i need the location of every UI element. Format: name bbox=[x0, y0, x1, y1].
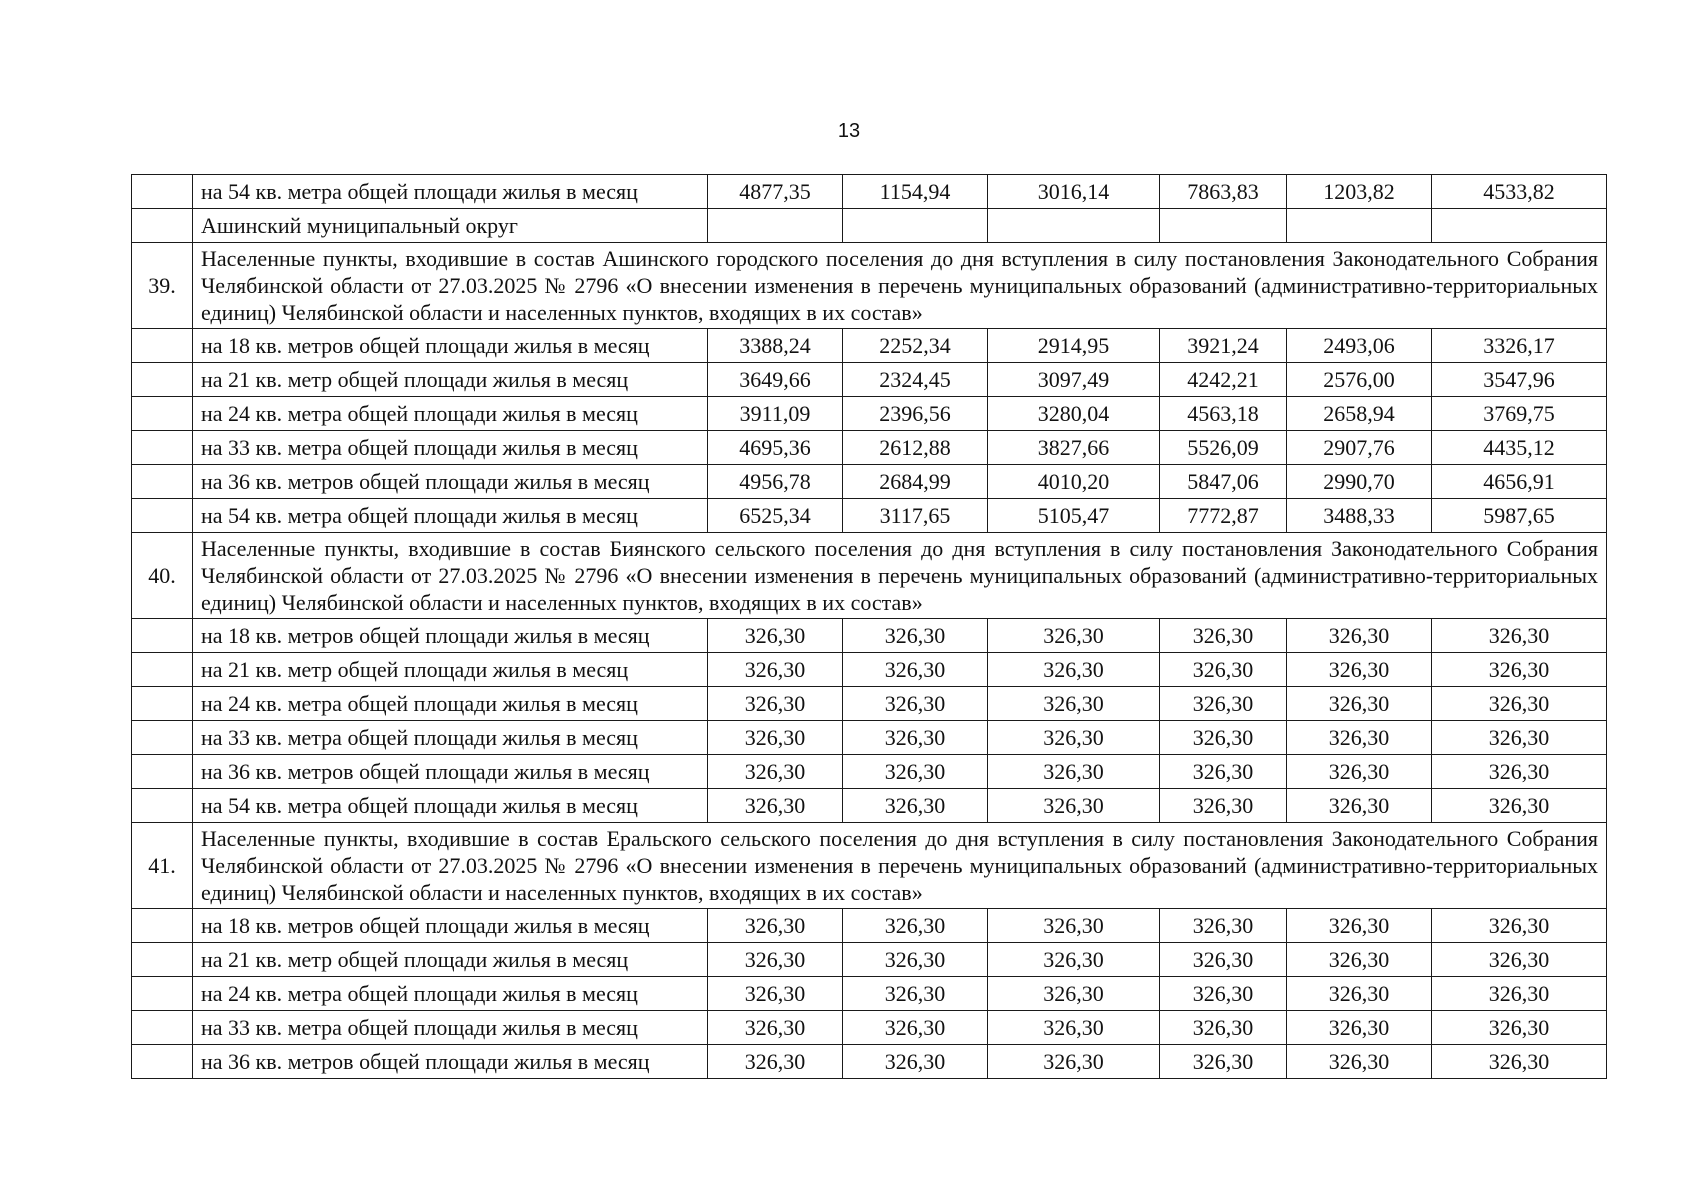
value-cell: 326,30 bbox=[1432, 1045, 1607, 1079]
value-cell: 326,30 bbox=[1160, 909, 1287, 943]
value-cell: 3921,24 bbox=[1160, 329, 1287, 363]
value-cell: 326,30 bbox=[843, 909, 988, 943]
section-index: 41. bbox=[132, 823, 193, 909]
value-cell: 326,30 bbox=[1432, 909, 1607, 943]
value-cell: 326,30 bbox=[1287, 721, 1432, 755]
section-index: 39. bbox=[132, 243, 193, 329]
value-cell: 3097,49 bbox=[988, 363, 1160, 397]
section-row bbox=[132, 533, 1607, 619]
value-cell: 326,30 bbox=[843, 977, 988, 1011]
page-number: 13 bbox=[837, 120, 861, 142]
value-cell: 326,30 bbox=[1160, 977, 1287, 1011]
value-cell: 326,30 bbox=[1287, 977, 1432, 1011]
value-cell: 326,30 bbox=[1287, 909, 1432, 943]
value-cell: 3117,65 bbox=[843, 499, 988, 533]
value-cell: 326,30 bbox=[708, 909, 843, 943]
table-row bbox=[132, 499, 1607, 533]
value-cell: 3649,66 bbox=[708, 363, 843, 397]
value-cell: 2576,00 bbox=[1287, 363, 1432, 397]
value-cell: 2684,99 bbox=[843, 465, 988, 499]
value-cell: 3488,33 bbox=[1287, 499, 1432, 533]
value-cell: 2324,45 bbox=[843, 363, 988, 397]
index-cell bbox=[132, 653, 193, 687]
index-cell bbox=[132, 943, 193, 977]
row-label: на 24 кв. метра общей площади жилья в месяц bbox=[193, 977, 708, 1011]
table-row bbox=[132, 789, 1607, 823]
value-cell: 326,30 bbox=[1160, 653, 1287, 687]
index-cell bbox=[132, 329, 193, 363]
value-cell: 326,30 bbox=[1160, 619, 1287, 653]
value-cell: 3911,09 bbox=[708, 397, 843, 431]
value-cell bbox=[988, 209, 1160, 243]
value-cell bbox=[1432, 209, 1607, 243]
value-cell: 326,30 bbox=[708, 653, 843, 687]
value-cell bbox=[708, 209, 843, 243]
value-cell: 326,30 bbox=[1432, 943, 1607, 977]
row-label: на 24 кв. метра общей площади жилья в месяц bbox=[193, 687, 708, 721]
value-cell: 326,30 bbox=[1160, 943, 1287, 977]
value-cell: 4563,18 bbox=[1160, 397, 1287, 431]
value-cell: 326,30 bbox=[988, 653, 1160, 687]
section-row bbox=[132, 823, 1607, 909]
row-label: на 18 кв. метров общей площади жилья в месяц bbox=[193, 909, 708, 943]
value-cell: 3326,17 bbox=[1432, 329, 1607, 363]
value-cell: 326,30 bbox=[708, 1011, 843, 1045]
index-cell bbox=[132, 465, 193, 499]
row-label: на 33 кв. метра общей площади жилья в месяц bbox=[193, 431, 708, 465]
value-cell: 3547,96 bbox=[1432, 363, 1607, 397]
value-cell: 326,30 bbox=[988, 721, 1160, 755]
value-cell: 326,30 bbox=[988, 1011, 1160, 1045]
value-cell: 2990,70 bbox=[1287, 465, 1432, 499]
value-cell: 326,30 bbox=[1432, 755, 1607, 789]
table-row bbox=[132, 1045, 1607, 1079]
value-cell: 2493,06 bbox=[1287, 329, 1432, 363]
value-cell: 4242,21 bbox=[1160, 363, 1287, 397]
value-cell: 4877,35 bbox=[708, 175, 843, 209]
table-row bbox=[132, 653, 1607, 687]
section-description: Населенные пункты, входившие в состав Ашинского городского поселения до дня вступления в силу постановления Законодательного Собрания Челябинской области от 27.03.2025 № 2796 «О внесении изменения в перечень муниципальных образований (административно-территориальных единиц) Челябинской области и населенных пунктов, входящих в их состав» bbox=[193, 243, 1607, 329]
value-cell: 1154,94 bbox=[843, 175, 988, 209]
value-cell: 7863,83 bbox=[1160, 175, 1287, 209]
index-cell bbox=[132, 363, 193, 397]
value-cell: 326,30 bbox=[988, 755, 1160, 789]
value-cell: 326,30 bbox=[708, 977, 843, 1011]
index-cell bbox=[132, 619, 193, 653]
district-heading: Ашинский муниципальный округ bbox=[193, 209, 708, 243]
index-cell bbox=[132, 1045, 193, 1079]
table-row bbox=[132, 329, 1607, 363]
value-cell: 326,30 bbox=[1432, 789, 1607, 823]
section-index: 40. bbox=[132, 533, 193, 619]
value-cell: 326,30 bbox=[1160, 1045, 1287, 1079]
index-cell bbox=[132, 431, 193, 465]
index-cell bbox=[132, 687, 193, 721]
value-cell: 326,30 bbox=[1160, 755, 1287, 789]
row-label: на 21 кв. метр общей площади жилья в месяц bbox=[193, 363, 708, 397]
value-cell: 326,30 bbox=[843, 1011, 988, 1045]
value-cell: 326,30 bbox=[708, 755, 843, 789]
value-cell: 326,30 bbox=[1287, 943, 1432, 977]
value-cell: 2252,34 bbox=[843, 329, 988, 363]
value-cell: 326,30 bbox=[1160, 687, 1287, 721]
value-cell: 326,30 bbox=[843, 653, 988, 687]
table-row bbox=[132, 363, 1607, 397]
value-cell: 2612,88 bbox=[843, 431, 988, 465]
value-cell: 326,30 bbox=[843, 721, 988, 755]
value-cell: 3388,24 bbox=[708, 329, 843, 363]
value-cell: 2907,76 bbox=[1287, 431, 1432, 465]
value-cell: 326,30 bbox=[1432, 687, 1607, 721]
index-cell bbox=[132, 499, 193, 533]
index-cell bbox=[132, 175, 193, 209]
section-description: Населенные пункты, входившие в состав Еральского сельского поселения до дня вступления в силу постановления Законодательного Собрания Челябинской области от 27.03.2025 № 2796 «О внесении изменения в перечень муниципальных образований (административно-территориальных единиц) Челябинской области и населенных пунктов, входящих в их состав» bbox=[193, 823, 1607, 909]
value-cell: 326,30 bbox=[843, 789, 988, 823]
value-cell: 326,30 bbox=[988, 1045, 1160, 1079]
value-cell: 326,30 bbox=[1287, 619, 1432, 653]
row-label: на 36 кв. метров общей площади жилья в месяц bbox=[193, 755, 708, 789]
value-cell: 326,30 bbox=[1160, 721, 1287, 755]
row-label: на 33 кв. метра общей площади жилья в месяц bbox=[193, 721, 708, 755]
row-label: на 33 кв. метра общей площади жилья в месяц bbox=[193, 1011, 708, 1045]
row-label: на 36 кв. метров общей площади жилья в месяц bbox=[193, 1045, 708, 1079]
table-row bbox=[132, 943, 1607, 977]
table-row bbox=[132, 977, 1607, 1011]
row-label: на 18 кв. метров общей площади жилья в месяц bbox=[193, 619, 708, 653]
value-cell: 326,30 bbox=[843, 1045, 988, 1079]
row-label: на 54 кв. метра общей площади жилья в месяц bbox=[193, 175, 708, 209]
value-cell bbox=[1160, 209, 1287, 243]
tariff-table-body bbox=[132, 175, 1607, 1079]
value-cell: 2396,56 bbox=[843, 397, 988, 431]
value-cell: 326,30 bbox=[1287, 1011, 1432, 1045]
value-cell: 326,30 bbox=[988, 789, 1160, 823]
value-cell: 5105,47 bbox=[988, 499, 1160, 533]
value-cell: 3280,04 bbox=[988, 397, 1160, 431]
value-cell: 326,30 bbox=[1432, 1011, 1607, 1045]
table-row bbox=[132, 397, 1607, 431]
value-cell: 7772,87 bbox=[1160, 499, 1287, 533]
table-row bbox=[132, 431, 1607, 465]
heading-row bbox=[132, 209, 1607, 243]
table-row bbox=[132, 755, 1607, 789]
row-label: на 54 кв. метра общей площади жилья в месяц bbox=[193, 499, 708, 533]
table-row bbox=[132, 619, 1607, 653]
value-cell: 326,30 bbox=[988, 977, 1160, 1011]
value-cell: 4435,12 bbox=[1432, 431, 1607, 465]
value-cell: 326,30 bbox=[708, 1045, 843, 1079]
index-cell bbox=[132, 909, 193, 943]
value-cell bbox=[1287, 209, 1432, 243]
value-cell: 5987,65 bbox=[1432, 499, 1607, 533]
value-cell: 326,30 bbox=[988, 909, 1160, 943]
value-cell: 4656,91 bbox=[1432, 465, 1607, 499]
value-cell: 4533,82 bbox=[1432, 175, 1607, 209]
row-label: на 21 кв. метр общей площади жилья в месяц bbox=[193, 943, 708, 977]
value-cell: 326,30 bbox=[843, 687, 988, 721]
value-cell: 326,30 bbox=[708, 721, 843, 755]
value-cell: 326,30 bbox=[843, 755, 988, 789]
value-cell: 3827,66 bbox=[988, 431, 1160, 465]
value-cell: 326,30 bbox=[843, 943, 988, 977]
index-cell bbox=[132, 755, 193, 789]
value-cell: 326,30 bbox=[708, 687, 843, 721]
value-cell: 4010,20 bbox=[988, 465, 1160, 499]
value-cell: 5526,09 bbox=[1160, 431, 1287, 465]
value-cell: 326,30 bbox=[708, 789, 843, 823]
index-cell bbox=[132, 209, 193, 243]
table-row bbox=[132, 465, 1607, 499]
value-cell: 326,30 bbox=[708, 619, 843, 653]
value-cell: 326,30 bbox=[1432, 619, 1607, 653]
table-row bbox=[132, 687, 1607, 721]
index-cell bbox=[132, 789, 193, 823]
value-cell: 326,30 bbox=[1287, 1045, 1432, 1079]
row-label: на 21 кв. метр общей площади жилья в месяц bbox=[193, 653, 708, 687]
row-label: на 36 кв. метров общей площади жилья в месяц bbox=[193, 465, 708, 499]
value-cell: 6525,34 bbox=[708, 499, 843, 533]
index-cell bbox=[132, 1011, 193, 1045]
value-cell: 1203,82 bbox=[1287, 175, 1432, 209]
value-cell: 326,30 bbox=[1287, 789, 1432, 823]
index-cell bbox=[132, 977, 193, 1011]
value-cell: 326,30 bbox=[1160, 789, 1287, 823]
value-cell: 326,30 bbox=[1287, 687, 1432, 721]
value-cell: 4695,36 bbox=[708, 431, 843, 465]
row-label: на 54 кв. метра общей площади жилья в месяц bbox=[193, 789, 708, 823]
table-row bbox=[132, 721, 1607, 755]
value-cell: 326,30 bbox=[988, 687, 1160, 721]
value-cell: 5847,06 bbox=[1160, 465, 1287, 499]
value-cell: 326,30 bbox=[708, 943, 843, 977]
value-cell bbox=[843, 209, 988, 243]
value-cell: 3769,75 bbox=[1432, 397, 1607, 431]
index-cell bbox=[132, 397, 193, 431]
value-cell: 326,30 bbox=[1432, 653, 1607, 687]
section-row bbox=[132, 243, 1607, 329]
value-cell: 326,30 bbox=[1432, 721, 1607, 755]
row-label: на 24 кв. метра общей площади жилья в месяц bbox=[193, 397, 708, 431]
value-cell: 326,30 bbox=[1160, 1011, 1287, 1045]
value-cell: 326,30 bbox=[1287, 755, 1432, 789]
table-row bbox=[132, 1011, 1607, 1045]
table-row bbox=[132, 909, 1607, 943]
value-cell: 326,30 bbox=[988, 619, 1160, 653]
value-cell: 326,30 bbox=[1287, 653, 1432, 687]
tariff-table bbox=[131, 174, 1607, 1079]
value-cell: 2658,94 bbox=[1287, 397, 1432, 431]
row-label: на 18 кв. метров общей площади жилья в месяц bbox=[193, 329, 708, 363]
value-cell: 2914,95 bbox=[988, 329, 1160, 363]
index-cell bbox=[132, 721, 193, 755]
table-row bbox=[132, 175, 1607, 209]
value-cell: 3016,14 bbox=[988, 175, 1160, 209]
section-description: Населенные пункты, входившие в состав Биянского сельского поселения до дня вступления в силу постановления Законодательного Собрания Челябинской области от 27.03.2025 № 2796 «О внесении изменения в перечень муниципальных образований (административно-территориальных единиц) Челябинской области и населенных пунктов, входящих в их состав» bbox=[193, 533, 1607, 619]
value-cell: 326,30 bbox=[988, 943, 1160, 977]
value-cell: 326,30 bbox=[843, 619, 988, 653]
value-cell: 4956,78 bbox=[708, 465, 843, 499]
value-cell: 326,30 bbox=[1432, 977, 1607, 1011]
